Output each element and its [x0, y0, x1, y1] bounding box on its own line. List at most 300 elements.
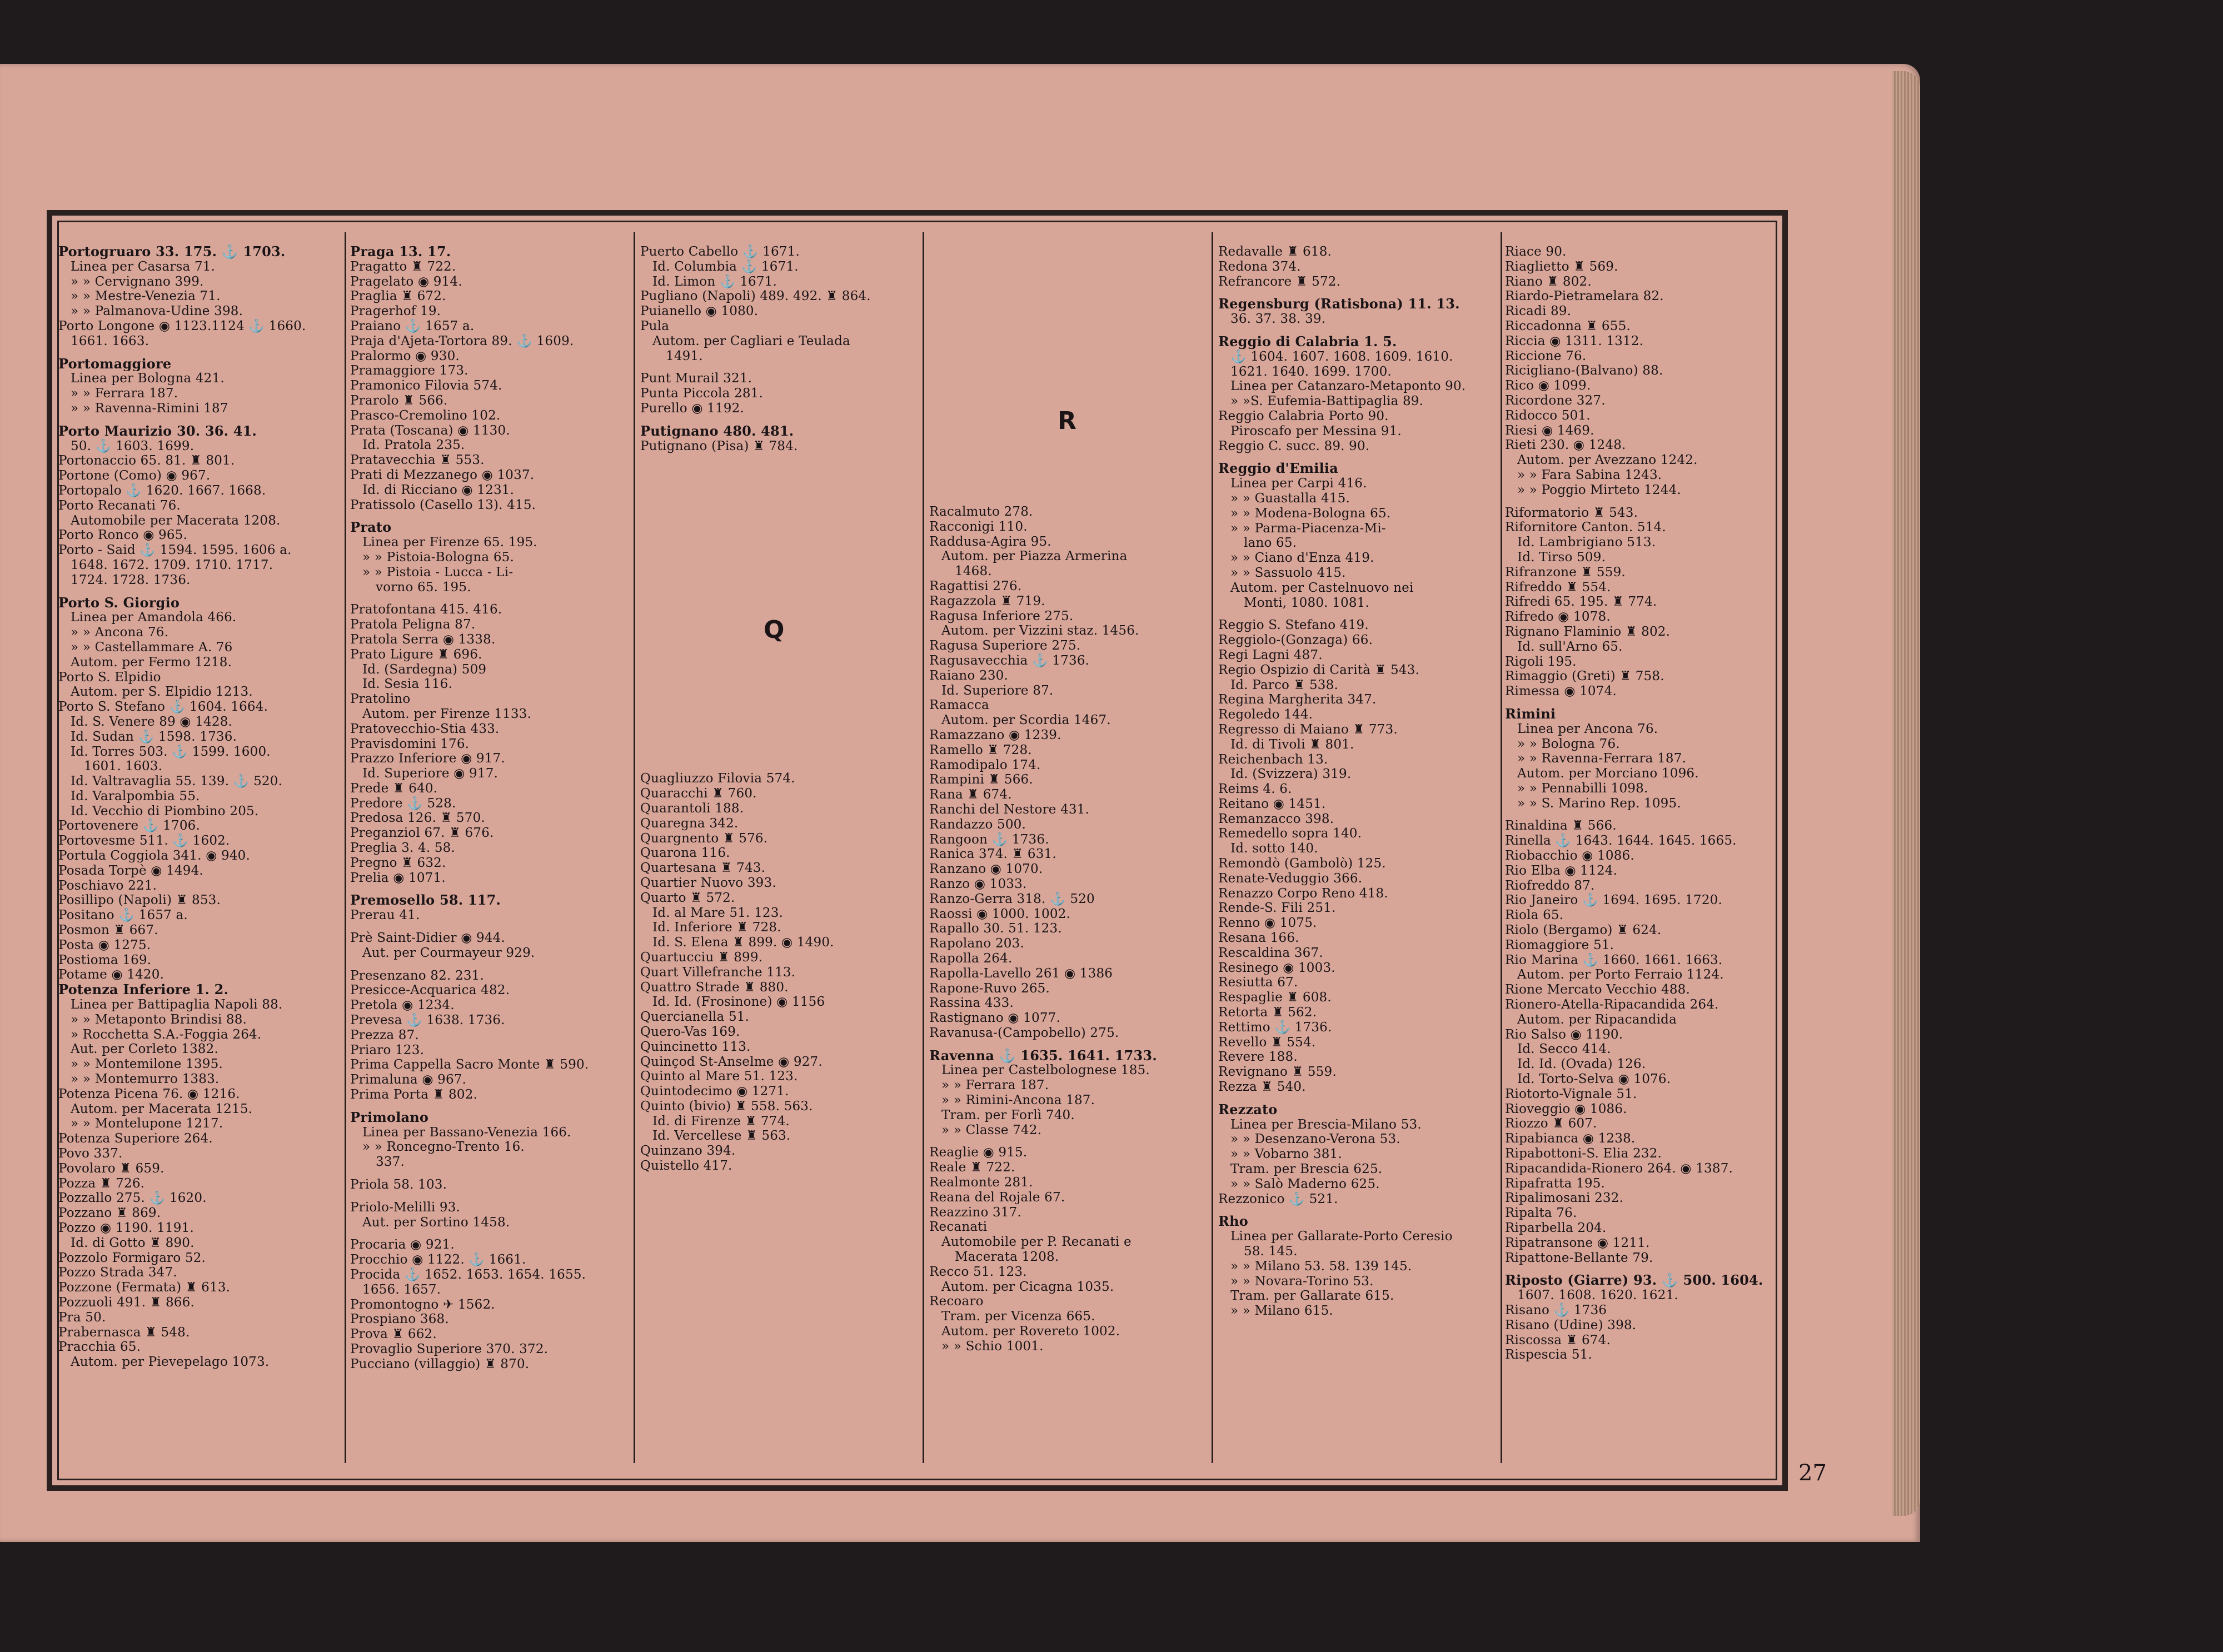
- index-entry: Ricadi 89.: [1505, 304, 1572, 319]
- index-entry: Tram. per Brescia 625.: [1230, 1162, 1383, 1177]
- index-entry: Piroscafo per Messina 91.: [1230, 423, 1402, 438]
- index-entry: Id. Torres 503. ⚓ 1599. 1600.: [71, 744, 271, 759]
- index-entry: Quaracchi ♜ 760.: [640, 786, 757, 801]
- index-entry: Revere 188.: [1218, 1050, 1298, 1065]
- index-entry: Autom. per Piazza Armerina: [941, 549, 1128, 564]
- index-entry: Ragattisi 276.: [929, 578, 1022, 593]
- index-entry: Tram. per Forlì 740.: [941, 1107, 1075, 1122]
- page-stack-edges: [1892, 71, 1920, 1516]
- index-entry: Posada Torpè ◉ 1494.: [58, 863, 203, 878]
- index-entry: » » Palmanova-Udine 398.: [71, 304, 243, 319]
- index-entry: Redona 374.: [1218, 259, 1301, 274]
- index-entry: vorno 65. 195.: [376, 580, 471, 595]
- index-entry: Pucciano (villaggio) ♜ 870.: [350, 1356, 530, 1371]
- index-entry: Renate-Veduggio 366.: [1218, 871, 1363, 886]
- index-entry: Reitano ◉ 1451.: [1218, 796, 1326, 811]
- index-entry: Rimessa ◉ 1074.: [1505, 684, 1617, 699]
- index-entry: » » Ravenna-Rimini 187: [71, 401, 228, 416]
- index-entry: Prato: [350, 520, 392, 536]
- index-entry: Renno ◉ 1075.: [1218, 916, 1317, 931]
- index-entry: ⚓ 1604. 1607. 1608. 1609. 1610.: [1230, 349, 1453, 364]
- index-entry: » » Guastalla 415.: [1230, 491, 1350, 506]
- index-entry: Prelia ◉ 1071.: [350, 870, 446, 885]
- index-entry: Procaria ◉ 921.: [350, 1237, 455, 1252]
- index-entry: Porto - Said ⚓ 1594. 1595. 1606 a.: [58, 543, 292, 558]
- index-entry: Id. Limon ⚓ 1671.: [652, 274, 777, 289]
- index-entry: Pratissolo (Casello 13). 415.: [350, 497, 536, 512]
- index-entry: Porto Longone ◉ 1123.1124 ⚓ 1660.: [58, 318, 306, 333]
- index-entry: Riomaggiore 51.: [1505, 937, 1614, 952]
- index-entry: Priolo-Melilli 93.: [350, 1200, 461, 1215]
- index-entry: Riofreddo 87.: [1505, 878, 1595, 893]
- index-entry: » »S. Eufemia-Battipaglia 89.: [1230, 394, 1424, 409]
- index-entry: » » Ferrara 187.: [71, 386, 178, 401]
- index-entry: Reggio S. Stefano 419.: [1218, 618, 1369, 633]
- index-entry: Ridocco 501.: [1505, 408, 1591, 423]
- index-entry: Id. di Tivoli ♜ 801.: [1230, 737, 1354, 752]
- index-entry: Rangoon ⚓ 1736.: [929, 832, 1049, 847]
- index-entry: Pracchia 65.: [58, 1340, 141, 1355]
- index-entry: Riccia ◉ 1311. 1312.: [1505, 333, 1644, 348]
- index-entry: Rastignano ◉ 1077.: [929, 1011, 1061, 1026]
- index-entry: Regensburg (Ratisbona) 11. 13.: [1218, 297, 1460, 312]
- index-entry: Regi Lagni 487.: [1218, 647, 1323, 662]
- index-entry: Priola 58. 103.: [350, 1177, 447, 1192]
- index-entry: Id. Vecchio di Piombino 205.: [71, 803, 259, 818]
- index-entry: Id. Pratola 235.: [362, 438, 465, 453]
- index-entry: Pregno ♜ 632.: [350, 855, 446, 870]
- index-entry: Praglia ♜ 672.: [350, 289, 446, 304]
- index-entry: Autom. per Vizzini staz. 1456.: [941, 623, 1139, 638]
- index-entry: Reggio Calabria Porto 90.: [1218, 408, 1389, 423]
- index-entry: Autom. per Firenze 1133.: [362, 706, 532, 721]
- index-entry: 1656. 1657.: [362, 1282, 441, 1297]
- index-entry: Rimini: [1505, 706, 1556, 722]
- index-entry: Raiano 230.: [929, 668, 1009, 683]
- index-entry: » » Vobarno 381.: [1230, 1147, 1342, 1162]
- index-entry: Id. Parco ♜ 538.: [1230, 677, 1338, 692]
- index-entry: » » Salò Maderno 625.: [1230, 1176, 1380, 1191]
- index-entry: Monti, 1080. 1081.: [1244, 595, 1370, 610]
- index-entry: » » Castellammare A. 76: [71, 640, 233, 655]
- index-entry: Regresso di Maiano ♜ 773.: [1218, 722, 1398, 737]
- index-entry: Preganziol 67. ♜ 676.: [350, 826, 494, 841]
- index-entry: Quart Villefranche 113.: [640, 965, 796, 980]
- index-entry: Reggio di Calabria 1. 5.: [1218, 334, 1397, 350]
- index-entry: Predore ⚓ 528.: [350, 796, 456, 811]
- index-entry: Quinto (bivio) ♜ 558. 563.: [640, 1099, 813, 1114]
- index-entry: Predosa 126. ♜ 570.: [350, 811, 485, 826]
- index-entry: Pozza ♜ 726.: [58, 1176, 145, 1191]
- index-entry: Id. Secco 414.: [1517, 1042, 1611, 1057]
- index-entry: Rieti 230. ◉ 1248.: [1505, 438, 1626, 453]
- index-entry: Ripalimosani 232.: [1505, 1191, 1624, 1206]
- index-entry: » » Pennabilli 1098.: [1517, 781, 1648, 796]
- index-entry: Id. Inferiore ♜ 728.: [652, 920, 781, 935]
- index-entry: Id. Valtravaglia 55. 139. ⚓ 520.: [71, 774, 283, 789]
- index-entry: Reichenbach 13.: [1218, 752, 1328, 767]
- index-entry: Retorta ♜ 562.: [1218, 1005, 1317, 1020]
- index-entry: » » Milano 53. 58. 139 145.: [1230, 1259, 1412, 1274]
- index-entry: Id. Columbia ⚓ 1671.: [652, 259, 799, 274]
- index-entry: Pralormo ◉ 930.: [350, 348, 460, 363]
- index-entry: » » Parma-Piacenza-Mi-: [1230, 521, 1386, 536]
- index-entry: Linea per Gallarate-Porto Ceresio: [1230, 1229, 1453, 1244]
- index-entry: Reims 4. 6.: [1218, 782, 1292, 797]
- index-entry: Riaglietto ♜ 569.: [1505, 259, 1618, 274]
- index-entry: » » Montemurro 1383.: [71, 1072, 220, 1087]
- index-entry: Pratolino: [350, 692, 411, 707]
- index-entry: Pratola Peligna 87.: [350, 617, 476, 632]
- index-entry: Ranchi del Nestore 431.: [929, 802, 1090, 817]
- index-entry: Quinzano 394.: [640, 1144, 736, 1159]
- index-entry: Pozzo Strada 347.: [58, 1265, 177, 1280]
- index-entry: 1601. 1603.: [84, 759, 163, 774]
- index-entry: Prospiano 368.: [350, 1312, 449, 1327]
- index-entry: Rifreddo ♜ 554.: [1505, 580, 1611, 595]
- index-entry: Pozzolo Formigaro 52.: [58, 1250, 206, 1265]
- index-entry: Pula: [640, 318, 670, 333]
- index-entry: Poschiavo 221.: [58, 878, 157, 893]
- index-entry: Ramello ♜ 728.: [929, 742, 1032, 757]
- index-entry: Rifredi 65. 195. ♜ 774.: [1505, 595, 1657, 610]
- index-entry: Autom. per Scordia 1467.: [941, 713, 1111, 728]
- index-entry: Quincinetto 113.: [640, 1039, 751, 1054]
- index-entry: Pragelato ◉ 914.: [350, 274, 462, 289]
- index-entry: Potenza Superiore 264.: [58, 1131, 213, 1146]
- index-entry: Ramodipalo 174.: [929, 757, 1041, 772]
- index-entry: 58. 145.: [1244, 1244, 1298, 1259]
- index-entry: Ragazzola ♜ 719.: [929, 593, 1045, 608]
- index-entry: Id. Id. (Frosinone) ◉ 1156: [652, 995, 825, 1010]
- index-entry: » » Desenzano-Verona 53.: [1230, 1132, 1400, 1147]
- index-entry: Tram. per Gallarate 615.: [1230, 1289, 1394, 1304]
- index-entry: Ragusavecchia ⚓ 1736.: [929, 653, 1090, 668]
- index-entry: Portopalo ⚓ 1620. 1667. 1668.: [58, 483, 266, 498]
- index-entry: 337.: [376, 1155, 405, 1170]
- index-entry: Putignano 480. 481.: [640, 423, 794, 439]
- index-entry: » » Sassuolo 415.: [1230, 565, 1346, 580]
- index-entry: Rio Marina ⚓ 1660. 1661. 1663.: [1505, 952, 1723, 967]
- index-entry: Linea per Amandola 466.: [71, 610, 237, 625]
- index-entry: Pravisdomini 176.: [350, 736, 470, 751]
- index-entry: Rezza ♜ 540.: [1218, 1080, 1306, 1095]
- index-entry: Reggio d'Emilia: [1218, 461, 1338, 477]
- index-column-1: [58, 244, 336, 1370]
- index-entry: Id. (Sardegna) 509: [362, 662, 487, 677]
- index-entry: Linea per Firenze 65. 195.: [362, 535, 537, 550]
- column-divider: [634, 232, 635, 1463]
- index-entry: Povolaro ♜ 659.: [58, 1161, 165, 1176]
- index-entry: Prima Cappella Sacro Monte ♜ 590.: [350, 1057, 589, 1072]
- index-entry: Prede ♜ 640.: [350, 781, 438, 796]
- index-entry: Regoledo 144.: [1218, 707, 1313, 722]
- index-entry: Posillipo (Napoli) ♜ 853.: [58, 893, 221, 908]
- index-entry: » » Montemilone 1395.: [71, 1057, 223, 1072]
- index-entry: Riace 90.: [1505, 244, 1567, 259]
- index-entry: Rampini ♜ 566.: [929, 772, 1033, 787]
- index-entry: Revignano ♜ 559.: [1218, 1065, 1337, 1080]
- index-entry: Id. Id. (Ovada) 126.: [1517, 1057, 1646, 1072]
- index-entry: Remedello sopra 140.: [1218, 826, 1362, 841]
- index-entry: Posta ◉ 1275.: [58, 937, 151, 952]
- index-entry: Autom. per Cicagna 1035.: [941, 1279, 1114, 1294]
- index-entry: Quarona 116.: [640, 846, 730, 861]
- index-entry: Procida ⚓ 1652. 1653. 1654. 1655.: [350, 1267, 586, 1282]
- index-entry: Pratofontana 415. 416.: [350, 602, 502, 617]
- index-entry: Potame ◉ 1420.: [58, 967, 165, 982]
- index-entry: Pratola Serra ◉ 1338.: [350, 632, 496, 647]
- index-entry: Rico ◉ 1099.: [1505, 378, 1591, 393]
- index-entry: Linea per Bologna 421.: [71, 371, 225, 386]
- index-entry: Tram. per Vicenza 665.: [941, 1309, 1095, 1324]
- index-entry: Quercianella 51.: [640, 1010, 750, 1025]
- index-entry: Posmon ♜ 667.: [58, 923, 158, 938]
- index-entry: » » Ciano d'Enza 419.: [1230, 551, 1374, 566]
- index-entry: Autom. per Rovereto 1002.: [941, 1324, 1120, 1339]
- index-entry: Resana 166.: [1218, 931, 1299, 946]
- index-entry: Rapolano 203.: [929, 936, 1024, 951]
- index-entry: Ricordone 327.: [1505, 393, 1606, 408]
- index-entry: Riozzo ♜ 607.: [1505, 1116, 1597, 1131]
- index-entry: Prezza 87.: [350, 1027, 419, 1042]
- index-entry: Rioveggio ◉ 1086.: [1505, 1101, 1627, 1116]
- index-entry: Riobacchio ◉ 1086.: [1505, 849, 1634, 864]
- index-entry: Id. di Ricciano ◉ 1231.: [362, 482, 515, 497]
- index-entry: » » Classe 742.: [941, 1122, 1042, 1137]
- index-entry: Pozzano ♜ 869.: [58, 1206, 161, 1221]
- index-entry: Prata (Toscana) ◉ 1130.: [350, 423, 510, 438]
- index-entry: Prasco-Cremolino 102.: [350, 408, 501, 423]
- index-entry: » Rocchetta S.A.-Foggia 264.: [71, 1027, 262, 1042]
- index-entry: » » Modena-Bologna 65.: [1230, 506, 1391, 521]
- index-column-6: [1505, 244, 1783, 1362]
- index-entry: Id. S. Elena ♜ 899. ◉ 1490.: [652, 935, 834, 950]
- index-entry: Racalmuto 278.: [929, 505, 1033, 519]
- index-entry: Prati di Mezzanego ◉ 1037.: [350, 467, 535, 482]
- index-entry: Aut. per Sortino 1458.: [362, 1215, 510, 1230]
- page-number: 27: [1798, 1460, 1827, 1486]
- index-entry: 1661. 1663.: [71, 333, 149, 348]
- index-entry: Portone (Como) ◉ 967.: [58, 468, 211, 483]
- index-entry: Autom. per Pievepelago 1073.: [71, 1355, 270, 1370]
- index-entry: Id. sull'Arno 65.: [1517, 639, 1623, 654]
- index-entry: Ripafratta 195.: [1505, 1176, 1606, 1191]
- index-entry: Rezzonico ⚓ 521.: [1218, 1191, 1338, 1206]
- index-entry: Pramaggiore 173.: [350, 363, 468, 378]
- index-entry: Pratavecchia ♜ 553.: [350, 453, 485, 468]
- index-entry: Realmonte 281.: [929, 1175, 1033, 1190]
- index-entry: Resinego ◉ 1003.: [1218, 960, 1335, 975]
- index-entry: Aut. per Corleto 1382.: [71, 1042, 218, 1057]
- index-entry: 1607. 1608. 1620. 1621.: [1517, 1288, 1678, 1303]
- index-entry: Povo 337.: [58, 1146, 123, 1161]
- index-entry: Quinçod St-Anselme ◉ 927.: [640, 1054, 823, 1069]
- index-entry: Primaluna ◉ 967.: [350, 1072, 467, 1087]
- index-entry: Regina Margherita 347.: [1218, 692, 1377, 707]
- index-entry: Postioma 169.: [58, 952, 152, 967]
- index-entry: Quattro Strade ♜ 880.: [640, 980, 789, 995]
- index-entry: » » Mestre-Venezia 71.: [71, 289, 221, 304]
- index-entry: 50. ⚓ 1603. 1699.: [71, 438, 195, 453]
- index-entry: Riotorto-Vignale 51.: [1505, 1086, 1637, 1101]
- index-entry: Automobile per Macerata 1208.: [71, 513, 281, 528]
- index-entry: » » Cervignano 399.: [71, 274, 204, 289]
- index-entry: Prato Ligure ♜ 696.: [350, 647, 482, 662]
- index-entry: 36. 37. 38. 39.: [1230, 312, 1326, 327]
- index-entry: Ragusa Inferiore 275.: [929, 608, 1074, 623]
- index-entry: Pragatto ♜ 722.: [350, 259, 456, 274]
- index-entry: » » Novara-Torino 53.: [1230, 1274, 1374, 1289]
- index-entry: Respaglie ♜ 608.: [1218, 990, 1332, 1005]
- index-entry: Rezzato: [1218, 1102, 1278, 1117]
- index-entry: Pozzo ◉ 1190. 1191.: [58, 1221, 194, 1235]
- index-entry: Ravanusa-(Campobello) 275.: [929, 1025, 1119, 1040]
- index-entry: Riposto (Giarre) 93. ⚓ 500. 1604.: [1505, 1273, 1763, 1289]
- index-entry: Ripattone-Bellante 79.: [1505, 1250, 1653, 1265]
- index-entry: Id. (Svizzera) 319.: [1230, 767, 1352, 782]
- index-entry: 1621. 1640. 1699. 1700.: [1230, 364, 1392, 379]
- index-entry: Pra 50.: [58, 1310, 106, 1325]
- index-entry: Rispescia 51.: [1505, 1347, 1593, 1362]
- index-entry: Autom. per Avezzano 1242.: [1517, 453, 1698, 468]
- index-entry: Linea per Brescia-Milano 53.: [1230, 1117, 1422, 1132]
- index-entry: Quartier Nuovo 393.: [640, 875, 776, 890]
- index-entry: Autom. per Morciano 1096.: [1517, 766, 1699, 781]
- index-entry: Porto Recanati 76.: [58, 498, 181, 513]
- index-entry: Porto S. Elpidio: [58, 670, 161, 685]
- index-entry: Ranzo-Gerra 318. ⚓ 520: [929, 891, 1095, 906]
- index-entry: Rifornitore Canton. 514.: [1505, 520, 1666, 535]
- index-entry: Recoaro: [929, 1294, 984, 1309]
- index-entry: Portovenere ⚓ 1706.: [58, 818, 201, 834]
- index-entry: Autom. per Ripacandida: [1517, 1012, 1677, 1027]
- index-entry: Quargnento ♜ 576.: [640, 831, 768, 846]
- index-entry: Automobile per P. Recanati e: [941, 1235, 1132, 1250]
- index-entry: Rigoli 195.: [1505, 654, 1577, 669]
- index-entry: Reaglie ◉ 915.: [929, 1145, 1028, 1160]
- index-entry: Id. Lambrigiano 513.: [1517, 535, 1656, 550]
- index-entry: Rana ♜ 674.: [929, 787, 1012, 802]
- index-entry: Potenza Picena 76. ◉ 1216.: [58, 1086, 240, 1101]
- index-entry: Riparbella 204.: [1505, 1221, 1607, 1235]
- index-entry: Pratovecchio-Stia 433.: [350, 721, 500, 736]
- index-entry: Riformatorio ♜ 543.: [1505, 505, 1638, 520]
- index-entry: Riardo-Pietramelara 82.: [1505, 289, 1664, 304]
- index-entry: Putignano (Pisa) ♜ 784.: [640, 438, 798, 453]
- section-letter-q: Q: [764, 616, 785, 644]
- index-entry: Prazzo Inferiore ◉ 917.: [350, 751, 505, 766]
- index-entry: Linea per Castelbolognese 185.: [941, 1063, 1150, 1078]
- index-entry: Linea per Battipaglia Napoli 88.: [71, 997, 283, 1012]
- index-entry: Ragusa Superiore 275.: [929, 638, 1081, 653]
- index-column-2: [350, 244, 628, 1372]
- index-entry: Rio Janeiro ⚓ 1694. 1695. 1720.: [1505, 893, 1723, 908]
- index-entry: Macerata 1208.: [955, 1250, 1059, 1265]
- index-entry: Portomaggiore: [58, 356, 172, 372]
- index-entry: Prarolo ♜ 566.: [350, 393, 448, 408]
- index-entry: Prerau 41.: [350, 908, 420, 923]
- index-entry: Presenzano 82. 231.: [350, 968, 485, 983]
- index-entry: Ravenna ⚓ 1635. 1641. 1733.: [929, 1048, 1157, 1064]
- index-entry: Quagliuzzo Filovia 574.: [640, 771, 795, 786]
- index-entry: Pozzone (Fermata) ♜ 613.: [58, 1280, 231, 1295]
- index-entry: Praiano ⚓ 1657 a.: [350, 318, 475, 333]
- index-entry: Rio Elba ◉ 1124.: [1505, 863, 1618, 878]
- index-entry: Pozzuoli 491. ♜ 866.: [58, 1295, 195, 1310]
- index-entry: Portogruaro 33. 175. ⚓ 1703.: [58, 244, 286, 259]
- index-entry: » » Rimini-Ancona 187.: [941, 1093, 1095, 1108]
- index-entry: Porto Ronco ◉ 965.: [58, 528, 187, 543]
- index-entry: Id. Sesia 116.: [362, 677, 452, 692]
- index-entry: Rapolla 264.: [929, 951, 1013, 966]
- index-entry: Refrancore ♜ 572.: [1218, 274, 1341, 289]
- index-entry: Puerto Cabello ⚓ 1671.: [640, 244, 800, 259]
- index-entry: Id. sotto 140.: [1230, 841, 1318, 856]
- index-entry: Autom. per Macerata 1215.: [71, 1101, 253, 1116]
- index-entry: » » S. Marino Rep. 1095.: [1517, 796, 1681, 811]
- index-entry: Remondò (Gambolò) 125.: [1218, 856, 1386, 871]
- index-entry: 1468.: [955, 564, 992, 579]
- index-entry: Prova ♜ 662.: [350, 1327, 437, 1342]
- index-entry: Punt Murail 321.: [640, 371, 752, 386]
- index-entry: Quero-Vas 169.: [640, 1024, 740, 1039]
- index-entry: Ripabottoni-S. Elia 232.: [1505, 1146, 1662, 1161]
- index-entry: Quinto al Mare 51. 123.: [640, 1069, 798, 1084]
- index-entry: Autom. per S. Elpidio 1213.: [71, 685, 253, 700]
- index-entry: lano 65.: [1244, 536, 1297, 551]
- index-entry: Praja d'Ajeta-Tortora 89. ⚓ 1609.: [350, 333, 574, 348]
- index-entry: Rifranzone ♜ 559.: [1505, 565, 1626, 580]
- index-entry: Prima Porta ♜ 802.: [350, 1087, 478, 1102]
- index-entry: » » Schio 1001.: [941, 1339, 1044, 1354]
- index-entry: Aut. per Courmayeur 929.: [362, 945, 535, 960]
- index-entry: Reggiolo-(Gonzaga) 66.: [1218, 633, 1373, 648]
- index-entry: » » Poggio Mirteto 1244.: [1517, 482, 1681, 497]
- index-entry: Ricigliano-(Balvano) 88.: [1505, 363, 1663, 378]
- index-entry: » » Ravenna-Ferrara 187.: [1517, 751, 1687, 766]
- index-entry: Remanzacco 398.: [1218, 811, 1334, 826]
- index-entry: Porto S. Giorgio: [58, 595, 180, 611]
- index-entry: 1491.: [666, 348, 703, 363]
- index-entry: Pugliano (Napoli) 489. 492. ♜ 864.: [640, 289, 871, 304]
- index-entry: Riolo (Bergamo) ♜ 624.: [1505, 923, 1662, 938]
- index-entry: Rapone-Ruvo 265.: [929, 981, 1050, 996]
- index-entry: Quaregna 342.: [640, 816, 739, 831]
- index-entry: Raossi ◉ 1000. 1002.: [929, 906, 1071, 921]
- column-divider: [1501, 232, 1502, 1463]
- index-entry: Risano (Udine) 398.: [1505, 1317, 1637, 1332]
- index-entry: » » Montelupone 1217.: [71, 1116, 223, 1131]
- index-entry: Rescaldina 367.: [1218, 945, 1323, 960]
- index-entry: Portonaccio 65. 81. ♜ 801.: [58, 453, 235, 468]
- index-entry: Linea per Casarsa 71.: [71, 259, 216, 274]
- index-entry: Rassina 433.: [929, 996, 1014, 1011]
- index-entry: Rimaggio (Greti) ♜ 758.: [1505, 669, 1664, 684]
- index-entry: Praga 13. 17.: [350, 244, 451, 259]
- index-entry: Potenza Inferiore 1. 2.: [58, 982, 229, 998]
- index-column-5: [1218, 244, 1496, 1319]
- index-entry: Id. di Gotto ♜ 890.: [71, 1235, 195, 1250]
- index-entry: Rio Salso ◉ 1190.: [1505, 1027, 1623, 1042]
- column-divider: [345, 232, 346, 1463]
- index-entry: Riscossa ♜ 674.: [1505, 1332, 1611, 1347]
- index-entry: Portula Coggiola 341. ◉ 940.: [58, 849, 251, 864]
- index-entry: 1648. 1672. 1709. 1710. 1717.: [71, 557, 273, 572]
- index-entry: Pragerhof 19.: [350, 304, 441, 319]
- column-divider: [923, 232, 924, 1463]
- index-entry: Quartucciu ♜ 899.: [640, 950, 763, 965]
